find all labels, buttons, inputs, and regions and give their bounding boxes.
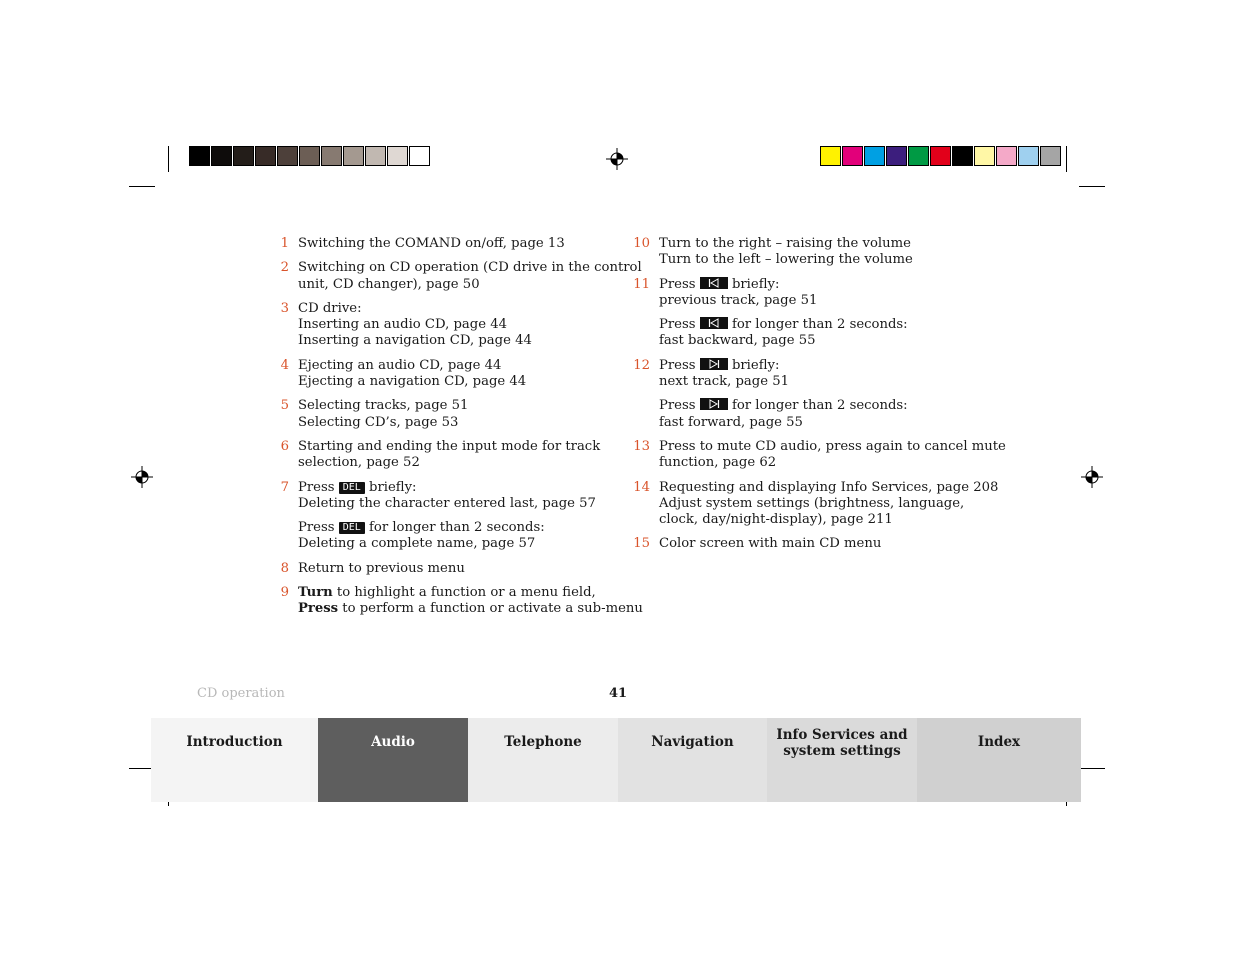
legend-item — [630, 438, 1006, 472]
item-text: Ejecting a navigation CD, page 44 — [298, 374, 527, 390]
tab-label: Index — [977, 734, 1021, 750]
tab-telephone[interactable] — [468, 718, 618, 802]
item-text: Deleting the character entered last, page 57 — [298, 495, 596, 511]
item-text: Selecting CD’s, page 53 — [298, 414, 459, 430]
legend-item — [266, 358, 606, 391]
item-text: Color screen with main CD menu — [659, 536, 882, 552]
item-text: for longer than 2 seconds: — [369, 520, 545, 536]
del-button-icon: DEL — [339, 522, 365, 534]
tab-audio[interactable] — [318, 718, 468, 802]
color-swatch — [299, 146, 320, 166]
item-text: fast backward, page 55 — [659, 333, 816, 349]
item-text: Selecting tracks, page 51 — [298, 398, 469, 414]
item-text-bold: Press — [298, 601, 339, 617]
item-text: Switching the COMAND on/off, page 13 — [298, 236, 565, 251]
item-text: Adjust system settings (brightness, language, — [659, 495, 965, 511]
registration-mark-icon — [606, 148, 628, 170]
legend-item — [266, 398, 606, 431]
color-swatch — [930, 146, 951, 166]
item-number: 10 — [633, 236, 650, 251]
legend-item — [630, 358, 980, 431]
item-text: Turn to the left – lowering the volume — [659, 252, 913, 268]
item-number: 13 — [633, 438, 650, 454]
item-text: Switching on CD operation (CD drive in the control — [298, 260, 642, 276]
item-number: 15 — [633, 536, 650, 552]
item-text: to perform a function or activate a sub-menu — [338, 601, 643, 617]
item-text: selection, page 52 — [298, 455, 420, 471]
legend-right-column — [630, 236, 1006, 561]
color-swatch — [886, 146, 907, 166]
color-swatch — [409, 146, 430, 166]
item-text: Inserting a navigation CD, page 44 — [298, 333, 532, 349]
item-text: function, page 62 — [659, 455, 777, 471]
color-swatch — [820, 146, 841, 166]
color-swatch — [908, 146, 929, 166]
item-text: Deleting a complete name, page 57 — [298, 536, 536, 552]
del-button-icon: DEL — [339, 482, 365, 494]
tab-label: Navigation — [651, 734, 734, 750]
item-number: 4 — [280, 357, 289, 373]
item-number: 12 — [633, 357, 650, 373]
tab-label: Info Services and — [776, 727, 908, 743]
legend-item — [630, 479, 999, 529]
tab-label: Telephone — [504, 734, 582, 750]
gray-color-bar — [189, 146, 431, 166]
item-text: Press — [659, 357, 696, 373]
tab-label: system settings — [783, 743, 901, 759]
skip-forward-icon — [700, 398, 728, 410]
legend-item — [266, 236, 606, 252]
item-text: Ejecting an audio CD, page 44 — [298, 357, 502, 373]
item-number: 5 — [280, 398, 289, 414]
item-number: 7 — [280, 479, 289, 495]
skip-back-icon — [700, 317, 728, 329]
item-text: unit, CD changer), page 50 — [298, 276, 480, 292]
color-swatch — [343, 146, 364, 166]
item-text: briefly: — [731, 357, 780, 373]
tab-navigation[interactable] — [618, 718, 767, 802]
color-swatch — [387, 146, 408, 166]
item-number: 6 — [280, 438, 289, 454]
crop-mark — [1079, 186, 1105, 187]
color-swatch — [233, 146, 254, 166]
legend-item — [630, 236, 980, 269]
color-swatch — [996, 146, 1017, 166]
color-swatch — [864, 146, 885, 166]
item-text: previous track, page 51 — [659, 292, 818, 308]
process-color-bar — [820, 146, 1062, 166]
section-title: CD operation — [197, 686, 285, 701]
crop-mark — [129, 186, 155, 187]
item-number: 14 — [633, 479, 650, 495]
item-text: Press — [659, 276, 696, 292]
item-text: CD drive: — [298, 300, 362, 316]
color-swatch — [952, 146, 973, 166]
item-text: for longer than 2 seconds: — [731, 317, 908, 333]
tab-info-services[interactable] — [767, 718, 917, 802]
item-text: fast forward, page 55 — [659, 414, 803, 430]
item-number: 3 — [280, 300, 289, 316]
tab-label: Introduction — [186, 734, 283, 750]
item-text: Press to mute CD audio, press again to cancel mute — [659, 438, 1006, 454]
item-number: 9 — [280, 585, 289, 601]
registration-mark-icon — [1081, 466, 1103, 488]
legend-item — [266, 301, 606, 350]
tab-index[interactable] — [917, 718, 1081, 802]
color-swatch — [255, 146, 276, 166]
chapter-tabs — [151, 718, 1081, 802]
item-text: Press — [659, 317, 696, 333]
item-text: clock, day/night-display), page 211 — [659, 512, 893, 528]
color-swatch — [365, 146, 386, 166]
item-number: 2 — [280, 260, 289, 276]
item-text: Press — [659, 398, 696, 414]
tab-label: Audio — [371, 734, 415, 750]
page-number: 41 — [609, 686, 628, 701]
crop-mark — [168, 146, 169, 172]
color-swatch — [321, 146, 342, 166]
item-number: 11 — [633, 276, 650, 292]
item-text: Starting and ending the input mode for track — [298, 438, 601, 454]
skip-back-icon — [700, 277, 728, 289]
color-swatch — [842, 146, 863, 166]
color-swatch — [1018, 146, 1039, 166]
item-text: Press — [298, 479, 335, 495]
color-swatch — [1040, 146, 1061, 166]
item-number: 1 — [280, 236, 289, 251]
crop-mark — [1079, 768, 1105, 769]
legend-item — [266, 480, 606, 553]
legend-item — [266, 585, 643, 618]
item-text: Press — [298, 520, 335, 536]
item-text: briefly: — [731, 276, 780, 292]
legend-item — [266, 439, 606, 472]
item-text: Turn to the right – raising the volume — [659, 236, 911, 251]
item-text: Requesting and displaying Info Services, page 208 — [659, 479, 999, 495]
item-text: next track, page 51 — [659, 374, 789, 390]
registration-mark-icon — [131, 466, 153, 488]
item-text: Inserting an audio CD, page 44 — [298, 317, 508, 333]
skip-forward-icon — [700, 358, 728, 370]
tab-introduction[interactable] — [151, 718, 318, 802]
color-swatch — [277, 146, 298, 166]
legend-item — [266, 561, 606, 577]
item-text: to highlight a function or a menu field, — [332, 585, 596, 601]
item-text: briefly: — [369, 479, 417, 495]
color-swatch — [189, 146, 210, 166]
item-text: for longer than 2 seconds: — [731, 398, 908, 414]
color-swatch — [211, 146, 232, 166]
item-number: 8 — [280, 560, 289, 576]
item-text: Return to previous menu — [298, 560, 465, 576]
color-swatch — [974, 146, 995, 166]
item-text-bold: Turn — [298, 585, 333, 601]
crop-mark — [1066, 146, 1067, 172]
legend-item — [630, 536, 980, 552]
legend-item — [630, 277, 980, 350]
